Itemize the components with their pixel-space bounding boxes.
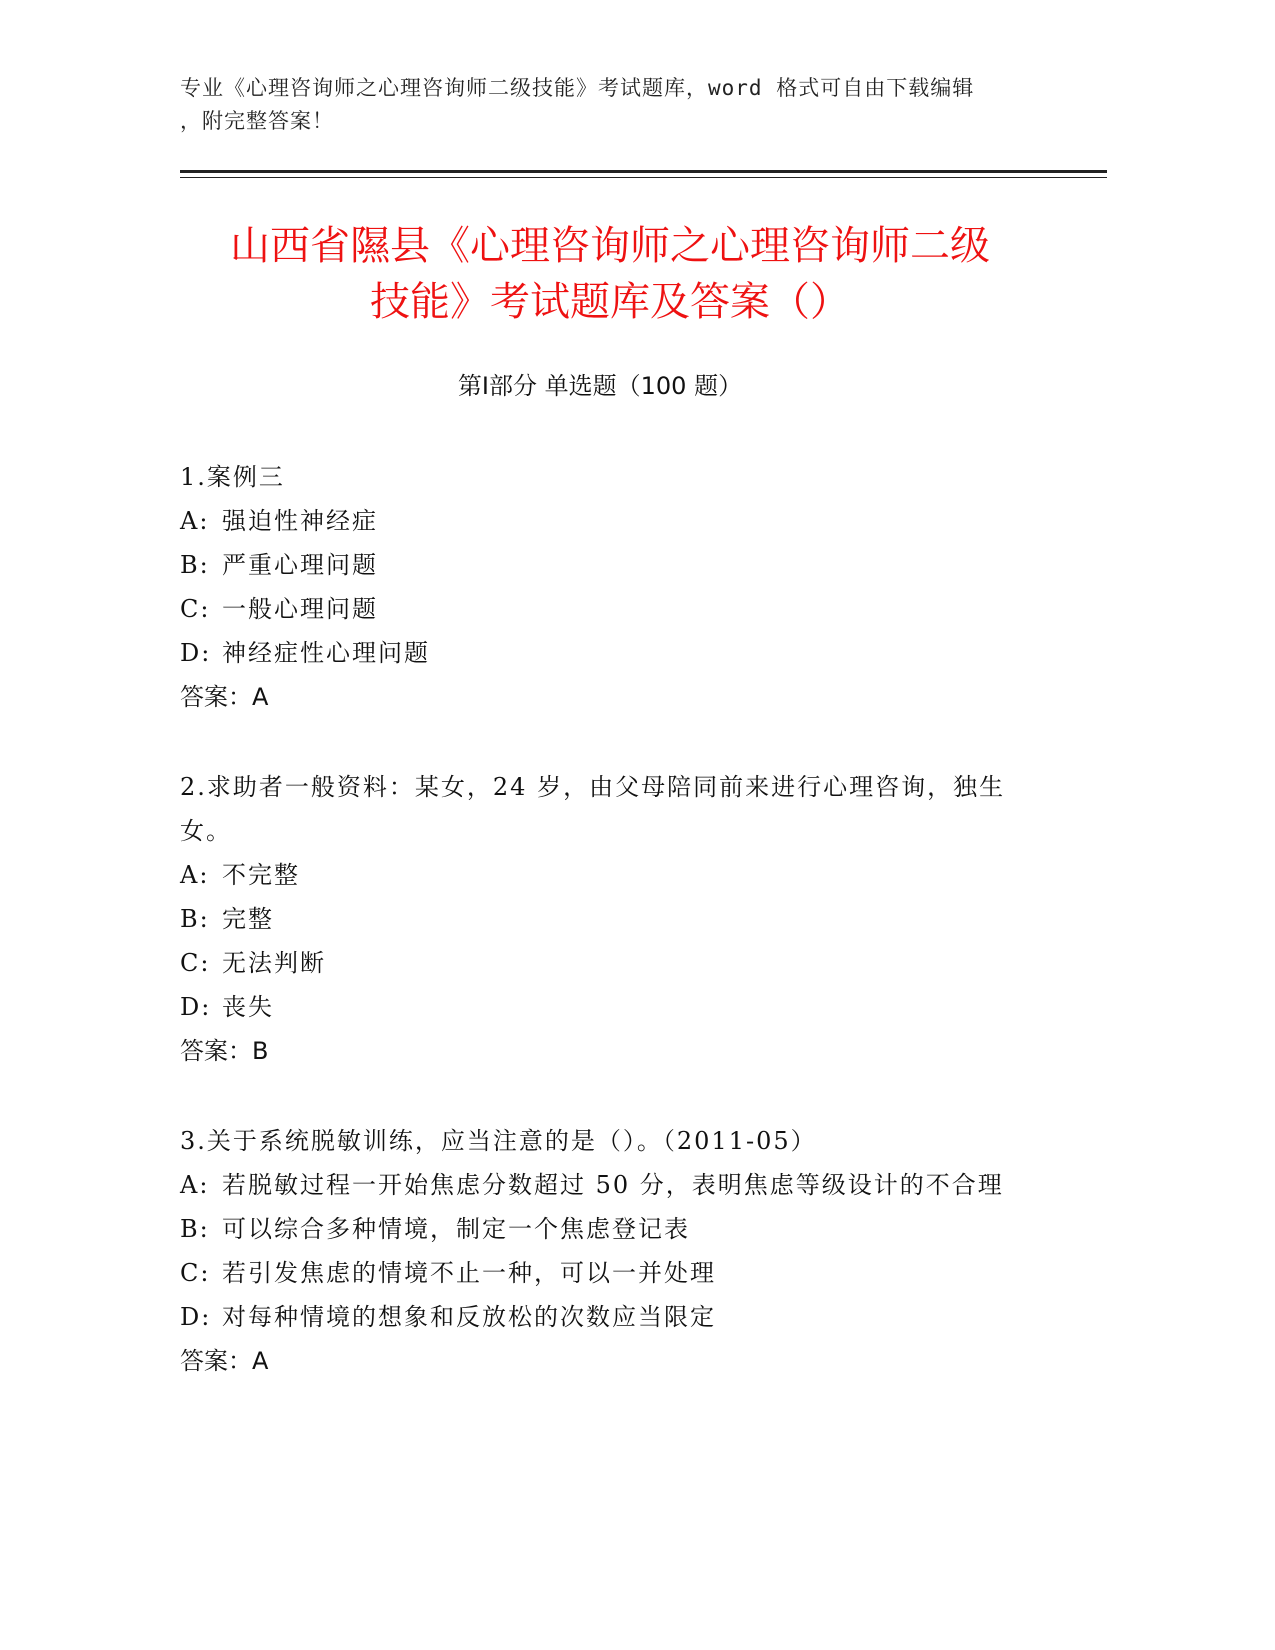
question-text: 2.求助者一般资料：某女，24 岁，由父母陪同前来进行心理咨询，独生女。 xyxy=(180,773,1006,845)
option-d xyxy=(180,1295,1030,1339)
question-1 xyxy=(180,455,1030,719)
option-key: D: xyxy=(180,1303,212,1331)
option-text: 强迫性神经症 xyxy=(222,507,378,535)
option-key: C: xyxy=(180,949,211,977)
question-text: 3.关于系统脱敏训练，应当注意的是（）。（2011-05） xyxy=(180,1127,817,1155)
option-text: 无法判断 xyxy=(222,949,326,977)
option-key: B: xyxy=(180,905,210,933)
option-b xyxy=(180,543,1030,587)
option-a xyxy=(180,1163,1030,1207)
option-text: 一般心理问题 xyxy=(222,595,378,623)
question-list xyxy=(180,455,1030,1429)
option-text: 不完整 xyxy=(222,861,300,889)
section-heading: 第Ⅰ部分 单选题（100 题） xyxy=(457,372,743,400)
answer: 答案：A xyxy=(180,1347,269,1375)
document-title-line2: 技能》考试题库及答案（） xyxy=(370,279,850,325)
document-title-line1: 山西省隰县《心理咨询师之心理咨询师二级 xyxy=(230,223,990,269)
option-c xyxy=(180,941,1030,985)
header-divider-thin xyxy=(180,177,1107,178)
header-note-line1: 专业《心理咨询师之心理咨询师二级技能》考试题库，word 格式可自由下载编辑 xyxy=(180,76,975,100)
option-key: A: xyxy=(180,1171,210,1199)
option-a xyxy=(180,853,1030,897)
option-key: B: xyxy=(180,1215,210,1243)
option-text: 可以综合多种情境，制定一个焦虑登记表 xyxy=(222,1215,690,1243)
option-text: 对每种情境的想象和反放松的次数应当限定 xyxy=(222,1303,716,1331)
option-key: A: xyxy=(180,507,210,535)
option-d xyxy=(180,631,1030,675)
answer: 答案：B xyxy=(180,1037,269,1065)
option-c xyxy=(180,587,1030,631)
answer: 答案：A xyxy=(180,683,269,711)
option-key: D: xyxy=(180,993,212,1021)
option-key: C: xyxy=(180,1259,211,1287)
option-text: 丧失 xyxy=(222,993,274,1021)
option-text: 若引发焦虑的情境不止一种，可以一并处理 xyxy=(222,1259,716,1287)
option-text: 若脱敏过程一开始焦虑分数超过 50 分，表明焦虑等级设计的不合理 xyxy=(222,1171,1004,1199)
question-3 xyxy=(180,1119,1030,1383)
option-a xyxy=(180,499,1030,543)
option-text: 完整 xyxy=(222,905,274,933)
question-text: 1.案例三 xyxy=(180,463,285,491)
header-note-line2: ，附完整答案！ xyxy=(180,109,334,133)
option-b xyxy=(180,897,1030,941)
header-note xyxy=(180,72,1040,138)
option-text: 严重心理问题 xyxy=(222,551,378,579)
option-d xyxy=(180,985,1030,1029)
document-title xyxy=(160,218,1060,330)
option-text: 神经症性心理问题 xyxy=(222,639,430,667)
option-key: B: xyxy=(180,551,210,579)
option-key: A: xyxy=(180,861,210,889)
option-b xyxy=(180,1207,1030,1251)
header-divider-thick xyxy=(180,170,1107,173)
option-c xyxy=(180,1251,1030,1295)
question-2 xyxy=(180,765,1030,1073)
option-key: C: xyxy=(180,595,211,623)
option-key: D: xyxy=(180,639,212,667)
